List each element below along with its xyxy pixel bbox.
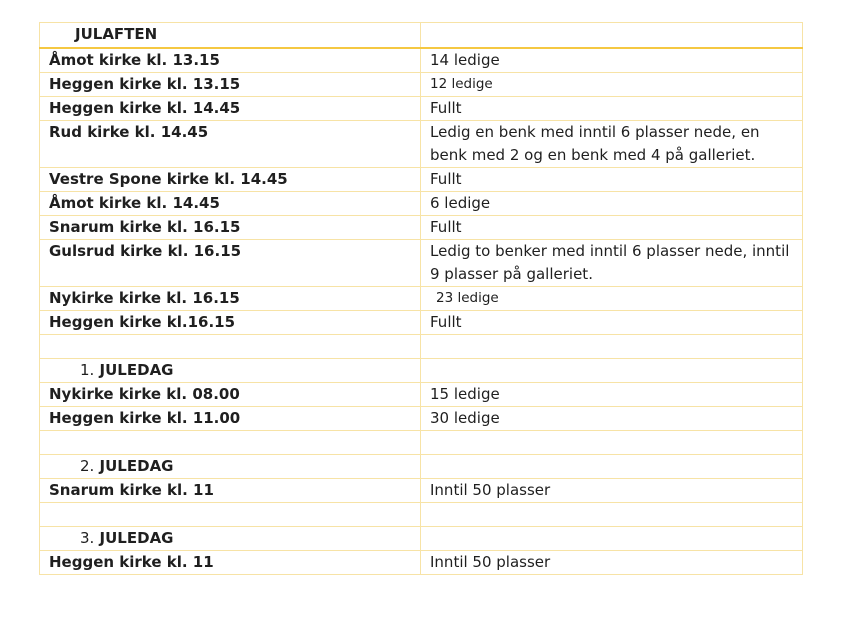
empty-cell — [40, 502, 421, 526]
empty-cell — [421, 358, 803, 382]
table-row — [40, 239, 803, 286]
church-cell: Heggen kirke kl. 11 — [40, 550, 421, 574]
empty-cell — [421, 454, 803, 478]
status-cell: Fullt — [421, 167, 803, 191]
status-cell: Inntil 50 plasser — [421, 550, 803, 574]
day-heading — [40, 454, 421, 478]
table-row — [40, 96, 803, 120]
table-row — [40, 502, 803, 526]
empty-cell — [421, 334, 803, 358]
day-heading — [40, 358, 421, 382]
status-cell: Fullt — [421, 215, 803, 239]
table-row — [40, 191, 803, 215]
day-heading — [40, 526, 421, 550]
table-row — [40, 72, 803, 96]
empty-cell — [40, 334, 421, 358]
church-cell: Rud kirke kl. 14.45 — [40, 120, 421, 167]
empty-cell — [421, 502, 803, 526]
table-row — [40, 286, 803, 310]
status-cell: Ledig to benker med inntil 6 plasser nede, inntil 9 plasser på galleriet. — [421, 239, 803, 286]
table-row — [40, 23, 803, 48]
table-row — [40, 406, 803, 430]
day-number: 1. — [80, 360, 95, 379]
status-cell: Inntil 50 plasser — [421, 478, 803, 502]
church-cell: Heggen kirke kl. 11.00 — [40, 406, 421, 430]
status-cell: Fullt — [421, 96, 803, 120]
table-row — [40, 526, 803, 550]
section-title: JULAFTEN — [40, 23, 421, 48]
empty-cell — [421, 526, 803, 550]
church-cell: Heggen kirke kl. 14.45 — [40, 96, 421, 120]
day-label: JULEDAG — [99, 528, 174, 547]
status-cell: 6 ledige — [421, 191, 803, 215]
church-cell: Heggen kirke kl.16.15 — [40, 310, 421, 334]
table-row — [40, 454, 803, 478]
empty-cell — [421, 23, 803, 48]
table-row — [40, 334, 803, 358]
table-row — [40, 215, 803, 239]
service-schedule-table — [39, 22, 803, 575]
table-row — [40, 167, 803, 191]
status-cell: 23 ledige — [421, 286, 803, 310]
church-cell: Snarum kirke kl. 11 — [40, 478, 421, 502]
church-cell: Åmot kirke kl. 13.15 — [40, 48, 421, 73]
table-row — [40, 478, 803, 502]
day-label: JULEDAG — [99, 360, 174, 379]
table-row — [40, 550, 803, 574]
day-number: 3. — [80, 528, 95, 547]
empty-cell — [421, 430, 803, 454]
status-cell: Ledig en benk med inntil 6 plasser nede, en benk med 2 og en benk med 4 på galleriet. — [421, 120, 803, 167]
status-cell: 15 ledige — [421, 382, 803, 406]
table-row — [40, 430, 803, 454]
church-cell: Vestre Spone kirke kl. 14.45 — [40, 167, 421, 191]
table-row — [40, 310, 803, 334]
table-row — [40, 382, 803, 406]
church-cell: Nykirke kirke kl. 08.00 — [40, 382, 421, 406]
table-row — [40, 48, 803, 73]
day-number: 2. — [80, 456, 95, 475]
status-cell: 12 ledige — [421, 72, 803, 96]
church-cell: Åmot kirke kl. 14.45 — [40, 191, 421, 215]
church-cell: Gulsrud kirke kl. 16.15 — [40, 239, 421, 286]
status-cell: Fullt — [421, 310, 803, 334]
day-label: JULEDAG — [99, 456, 174, 475]
status-cell: 30 ledige — [421, 406, 803, 430]
status-cell: 14 ledige — [421, 48, 803, 73]
table-row — [40, 358, 803, 382]
church-cell: Heggen kirke kl. 13.15 — [40, 72, 421, 96]
table-row — [40, 120, 803, 167]
church-cell: Nykirke kirke kl. 16.15 — [40, 286, 421, 310]
church-cell: Snarum kirke kl. 16.15 — [40, 215, 421, 239]
empty-cell — [40, 430, 421, 454]
